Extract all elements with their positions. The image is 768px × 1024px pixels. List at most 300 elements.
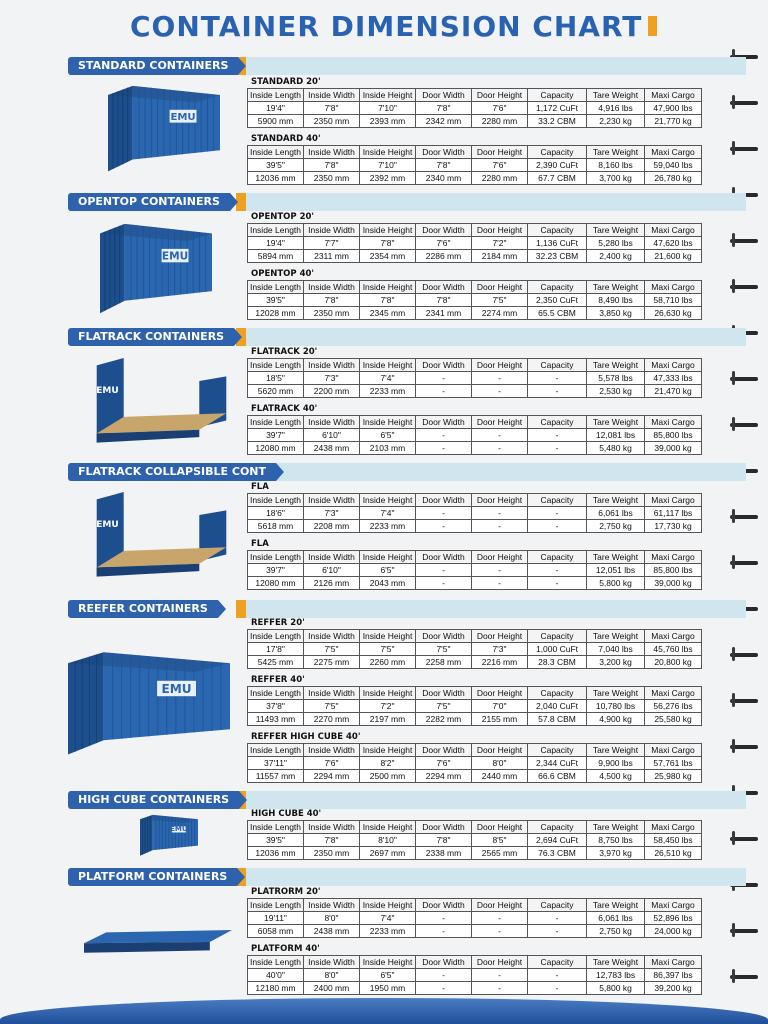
table-title: STANDARD 20' <box>251 77 321 87</box>
table-cell: 7'6" <box>304 757 360 770</box>
table-cell: 1,136 CuFt <box>528 237 587 250</box>
binding-ring <box>730 512 760 522</box>
table-cell: - <box>416 969 472 982</box>
table-title: REFFER 20' <box>251 618 305 628</box>
table-cell: 12036 mm <box>248 172 304 185</box>
column-header: Inside Length <box>248 744 304 757</box>
table-cell: 5425 mm <box>248 656 304 669</box>
table-row <box>248 700 702 713</box>
column-header: Door Width <box>416 146 472 159</box>
column-header: Maxi Cargo <box>645 687 702 700</box>
column-header: Inside Length <box>248 89 304 102</box>
table-cell: 2393 mm <box>360 115 416 128</box>
column-header: Door Height <box>472 224 528 237</box>
svg-text:EMU: EMU <box>161 681 192 696</box>
table-cell: 21,470 kg <box>645 385 702 398</box>
table-cell: 5,480 kg <box>587 442 645 455</box>
table-cell: 5894 mm <box>248 250 304 263</box>
table-cell: 7'5" <box>472 294 528 307</box>
column-header: Tare Weight <box>587 551 645 564</box>
table-title: REFFER HIGH CUBE 40' <box>251 732 361 742</box>
column-header: Capacity <box>528 687 587 700</box>
column-header: Tare Weight <box>587 89 645 102</box>
dimension-table <box>247 886 701 938</box>
column-header: Inside Width <box>304 687 360 700</box>
column-header: Tare Weight <box>587 224 645 237</box>
column-header: Capacity <box>528 281 587 294</box>
table-cell: - <box>528 925 587 938</box>
table-cell: 25,980 kg <box>645 770 702 783</box>
table-row <box>248 507 702 520</box>
table-row <box>248 237 702 250</box>
column-header: Inside Height <box>360 281 416 294</box>
table-cell: 3,200 kg <box>587 656 645 669</box>
table-cell: 2,400 kg <box>587 250 645 263</box>
table-cell: - <box>472 507 528 520</box>
table-cell: 5618 mm <box>248 520 304 533</box>
table-row <box>248 385 702 398</box>
column-header: Door Height <box>472 630 528 643</box>
column-header: Door Height <box>472 494 528 507</box>
column-header: Maxi Cargo <box>645 821 702 834</box>
column-header: Door Height <box>472 416 528 429</box>
table-cell: 2,230 kg <box>587 115 645 128</box>
table-cell: 7'8" <box>416 102 472 115</box>
table-cell: 8,490 lbs <box>587 294 645 307</box>
title-accent-mark <box>648 16 657 36</box>
table-title: FLATRACK 40' <box>251 404 318 414</box>
table-cell: 2282 mm <box>416 713 472 726</box>
binding-ring <box>730 282 760 292</box>
table-cell: 7'4" <box>360 507 416 520</box>
table-cell: 58,710 lbs <box>645 294 702 307</box>
table-row <box>248 294 702 307</box>
table-cell: 2,344 CuFt <box>528 757 587 770</box>
table-cell: 4,900 kg <box>587 713 645 726</box>
table-cell: 85,800 lbs <box>645 429 702 442</box>
table-cell: 59,040 lbs <box>645 159 702 172</box>
table-cell: 2274 mm <box>472 307 528 320</box>
column-header: Door Width <box>416 224 472 237</box>
table-cell: 3,700 kg <box>587 172 645 185</box>
table-cell: 1950 mm <box>360 982 416 995</box>
table-cell: - <box>528 385 587 398</box>
svg-text:EMU: EMU <box>170 111 196 123</box>
column-header: Inside Width <box>304 359 360 372</box>
table-cell: 17'8" <box>248 643 304 656</box>
column-header: Door Width <box>416 956 472 969</box>
column-header: Tare Weight <box>587 687 645 700</box>
table-cell: - <box>416 564 472 577</box>
table-cell: 2311 mm <box>304 250 360 263</box>
column-header: Door Width <box>416 821 472 834</box>
table-cell: 17,730 kg <box>645 520 702 533</box>
column-header: Door Height <box>472 551 528 564</box>
section-label-reefer-containers: REEFER CONTAINERS <box>68 600 218 618</box>
column-header: Inside Height <box>360 956 416 969</box>
table-cell: 39'5" <box>248 834 304 847</box>
table-row <box>248 847 702 860</box>
table-cell: - <box>472 912 528 925</box>
column-header: Inside Length <box>248 821 304 834</box>
table-cell: 7'8" <box>304 159 360 172</box>
table-cell: 39'5" <box>248 159 304 172</box>
column-header: Inside Width <box>304 146 360 159</box>
table-cell: 5900 mm <box>248 115 304 128</box>
column-header: Inside Height <box>360 494 416 507</box>
column-header: Tare Weight <box>587 359 645 372</box>
svg-text:EMU: EMU <box>161 250 189 263</box>
table-cell: 7'6" <box>472 159 528 172</box>
table-row <box>248 372 702 385</box>
table-cell: 76.3 CBM <box>528 847 587 860</box>
table-cell: 2438 mm <box>304 442 360 455</box>
table-cell: 6,061 lbs <box>587 912 645 925</box>
table-cell: 6'5" <box>360 969 416 982</box>
table-cell: - <box>528 507 587 520</box>
table-cell: 67.7 CBM <box>528 172 587 185</box>
table-cell: 2342 mm <box>416 115 472 128</box>
table-cell: 7'5" <box>416 643 472 656</box>
binding-ring <box>730 558 760 568</box>
table-cell: 7'8" <box>304 294 360 307</box>
table-cell: - <box>416 577 472 590</box>
column-header: Tare Weight <box>587 744 645 757</box>
table-cell: 12036 mm <box>248 847 304 860</box>
table-title: FLATRACK 20' <box>251 347 318 357</box>
column-header: Inside Length <box>248 416 304 429</box>
table-cell: 8'10" <box>360 834 416 847</box>
table-header-row <box>248 744 702 757</box>
table-cell: 7'8" <box>304 102 360 115</box>
column-header: Door Height <box>472 146 528 159</box>
table-cell: 5,578 lbs <box>587 372 645 385</box>
table-cell: 2,040 CuFt <box>528 700 587 713</box>
column-header: Maxi Cargo <box>645 224 702 237</box>
section-accent <box>236 600 246 618</box>
table-cell: 65.5 CBM <box>528 307 587 320</box>
binding-ring <box>730 926 760 936</box>
table-cell: - <box>416 385 472 398</box>
table-row <box>248 643 702 656</box>
table-header-row <box>248 687 702 700</box>
table-cell: - <box>528 969 587 982</box>
table-cell: 24,000 kg <box>645 925 702 938</box>
table-header-row <box>248 551 702 564</box>
table-cell: 9,900 lbs <box>587 757 645 770</box>
table-cell: 2,390 CuFt <box>528 159 587 172</box>
table-cell: 20,800 kg <box>645 656 702 669</box>
dimension-table <box>247 808 701 860</box>
table-cell: 6058 mm <box>248 925 304 938</box>
table-cell: 7'5" <box>304 700 360 713</box>
table-cell: - <box>528 429 587 442</box>
binding-ring <box>730 236 760 246</box>
column-header: Maxi Cargo <box>645 89 702 102</box>
column-header: Inside Width <box>304 956 360 969</box>
table-cell: 7'8" <box>360 237 416 250</box>
svg-text:EMU: EMU <box>96 519 119 530</box>
table-cell: 1,000 CuFt <box>528 643 587 656</box>
table-cell: 11493 mm <box>248 713 304 726</box>
table-cell: 7'6" <box>472 102 528 115</box>
table-cell: - <box>416 925 472 938</box>
table-cell: 10,780 lbs <box>587 700 645 713</box>
dimension-table <box>247 133 701 185</box>
table-cell: 4,500 kg <box>587 770 645 783</box>
table-cell: 86,397 lbs <box>645 969 702 982</box>
dimension-table <box>247 76 701 128</box>
column-header: Inside Height <box>360 224 416 237</box>
table-cell: 1,172 CuFt <box>528 102 587 115</box>
table-cell: 7'6" <box>416 237 472 250</box>
table-cell: - <box>416 912 472 925</box>
column-header: Inside Length <box>248 956 304 969</box>
table-cell: 2350 mm <box>304 307 360 320</box>
flatrack-collapsible-image <box>94 492 229 589</box>
table-cell: - <box>416 372 472 385</box>
table-header-row <box>248 224 702 237</box>
table-cell: - <box>528 564 587 577</box>
table-cell: - <box>472 520 528 533</box>
table-cell: 5620 mm <box>248 385 304 398</box>
column-header: Inside Height <box>360 359 416 372</box>
dimension-table <box>247 211 701 263</box>
table-cell: - <box>416 507 472 520</box>
footer-wave <box>0 998 768 1024</box>
table-cell: 2,530 kg <box>587 385 645 398</box>
table-cell: 56,276 lbs <box>645 700 702 713</box>
section-header-bar <box>246 600 746 618</box>
table-cell: 2043 mm <box>360 577 416 590</box>
dimension-table <box>247 617 701 669</box>
table-cell: 8'2" <box>360 757 416 770</box>
highcube-container-image <box>140 814 198 863</box>
binding-ring <box>730 972 760 982</box>
column-header: Inside Length <box>248 630 304 643</box>
table-row <box>248 912 702 925</box>
binding-ring <box>730 98 760 108</box>
table-cell: 2200 mm <box>304 385 360 398</box>
table-cell: 2697 mm <box>360 847 416 860</box>
table-cell: - <box>472 372 528 385</box>
table-cell: 2233 mm <box>360 385 416 398</box>
table-cell: 2280 mm <box>472 115 528 128</box>
table-cell: 11557 mm <box>248 770 304 783</box>
table-cell: 58,450 lbs <box>645 834 702 847</box>
table-cell: 19'11" <box>248 912 304 925</box>
table-cell: 3,970 kg <box>587 847 645 860</box>
column-header: Maxi Cargo <box>645 899 702 912</box>
table-cell: 2216 mm <box>472 656 528 669</box>
table-cell: 2208 mm <box>304 520 360 533</box>
table-title: HIGH CUBE 40' <box>251 809 322 819</box>
table-cell: 2260 mm <box>360 656 416 669</box>
table-cell: 6,061 lbs <box>587 507 645 520</box>
table-cell: 5,800 kg <box>587 982 645 995</box>
table-cell: 8'0" <box>304 912 360 925</box>
table-cell: - <box>416 520 472 533</box>
opentop-container-image <box>100 222 212 323</box>
table-cell: 5,280 lbs <box>587 237 645 250</box>
column-header: Inside Length <box>248 551 304 564</box>
table-cell: 7'5" <box>416 700 472 713</box>
table-cell: 2400 mm <box>304 982 360 995</box>
table-cell: 12028 mm <box>248 307 304 320</box>
table-cell: 57.8 CBM <box>528 713 587 726</box>
table-row <box>248 564 702 577</box>
table-cell: 7'8" <box>416 294 472 307</box>
standard-container-image <box>108 84 220 181</box>
table-cell: 19'4" <box>248 102 304 115</box>
column-header: Maxi Cargo <box>645 146 702 159</box>
table-title: OPENTOP 20' <box>251 212 315 222</box>
table-cell: 2258 mm <box>416 656 472 669</box>
table-cell: 2438 mm <box>304 925 360 938</box>
column-header: Inside Length <box>248 687 304 700</box>
table-cell: 2,750 kg <box>587 520 645 533</box>
platform-container-image <box>84 930 232 959</box>
table-cell: 6'5" <box>360 564 416 577</box>
table-cell: - <box>528 912 587 925</box>
table-cell: 7'8" <box>416 159 472 172</box>
dimension-table <box>247 403 701 455</box>
table-cell: 7'8" <box>360 294 416 307</box>
table-cell: - <box>472 982 528 995</box>
table-cell: - <box>472 385 528 398</box>
section-header-bar <box>246 328 746 346</box>
table-header-row <box>248 146 702 159</box>
table-cell: 39'7" <box>248 564 304 577</box>
column-header: Capacity <box>528 359 587 372</box>
table-cell: - <box>416 429 472 442</box>
table-cell: 7'3" <box>472 643 528 656</box>
table-cell: 7'6" <box>416 757 472 770</box>
table-header-row <box>248 494 702 507</box>
column-header: Door Width <box>416 494 472 507</box>
table-cell: 52,896 lbs <box>645 912 702 925</box>
table-cell: 2350 mm <box>304 847 360 860</box>
table-cell: 18'5" <box>248 372 304 385</box>
table-cell: 7'8" <box>416 834 472 847</box>
table-cell: - <box>528 372 587 385</box>
table-cell: 2294 mm <box>416 770 472 783</box>
column-header: Tare Weight <box>587 494 645 507</box>
page-title: CONTAINER DIMENSION CHART <box>130 10 643 43</box>
table-cell: - <box>472 969 528 982</box>
table-cell: - <box>528 442 587 455</box>
table-cell: 7'5" <box>304 643 360 656</box>
table-cell: 39,200 kg <box>645 982 702 995</box>
column-header: Tare Weight <box>587 821 645 834</box>
column-header: Door Height <box>472 821 528 834</box>
table-cell: 2103 mm <box>360 442 416 455</box>
table-header-row <box>248 630 702 643</box>
table-cell: 33.2 CBM <box>528 115 587 128</box>
table-cell: 4,916 lbs <box>587 102 645 115</box>
table-cell: 12,081 lbs <box>587 429 645 442</box>
dimension-table <box>247 943 701 995</box>
section-label-platform-containers: PLATFORM CONTAINERS <box>68 868 237 886</box>
column-header: Capacity <box>528 899 587 912</box>
table-header-row <box>248 416 702 429</box>
column-header: Maxi Cargo <box>645 494 702 507</box>
table-row <box>248 172 702 185</box>
table-title: PLATFORM 40' <box>251 944 320 954</box>
column-header: Door Height <box>472 89 528 102</box>
table-cell: - <box>416 442 472 455</box>
column-header: Door Height <box>472 281 528 294</box>
column-header: Door Height <box>472 687 528 700</box>
column-header: Maxi Cargo <box>645 630 702 643</box>
section-header-bar <box>246 193 746 211</box>
table-cell: 7'7" <box>304 237 360 250</box>
spiral-binding <box>730 40 760 1010</box>
table-cell: 7'10" <box>360 102 416 115</box>
table-cell: 32.23 CBM <box>528 250 587 263</box>
table-cell: 26,510 kg <box>645 847 702 860</box>
column-header: Inside Height <box>360 551 416 564</box>
table-cell: 2392 mm <box>360 172 416 185</box>
table-cell: 2440 mm <box>472 770 528 783</box>
table-cell: 2350 mm <box>304 115 360 128</box>
table-row <box>248 442 702 455</box>
column-header: Inside Width <box>304 821 360 834</box>
table-row <box>248 925 702 938</box>
table-row <box>248 115 702 128</box>
table-row <box>248 982 702 995</box>
section-label-flatrack-containers: FLATRACK CONTAINERS <box>68 328 234 346</box>
table-cell: 6'10" <box>304 564 360 577</box>
binding-ring <box>730 650 760 660</box>
table-cell: 2270 mm <box>304 713 360 726</box>
column-header: Inside Width <box>304 899 360 912</box>
table-cell: 2345 mm <box>360 307 416 320</box>
column-header: Inside Width <box>304 281 360 294</box>
table-cell: 2338 mm <box>416 847 472 860</box>
section-header-bar <box>246 868 746 886</box>
column-header: Capacity <box>528 224 587 237</box>
table-cell: 26,780 kg <box>645 172 702 185</box>
column-header: Inside Width <box>304 416 360 429</box>
column-header: Inside Height <box>360 744 416 757</box>
table-cell: - <box>472 442 528 455</box>
table-cell: 5,800 kg <box>587 577 645 590</box>
table-cell: 2350 mm <box>304 172 360 185</box>
table-cell: 2286 mm <box>416 250 472 263</box>
column-header: Capacity <box>528 744 587 757</box>
table-cell: 8,750 lbs <box>587 834 645 847</box>
table-row <box>248 102 702 115</box>
column-header: Door Width <box>416 416 472 429</box>
column-header: Tare Weight <box>587 146 645 159</box>
table-row <box>248 969 702 982</box>
column-header: Door Width <box>416 359 472 372</box>
dimension-table <box>247 538 701 590</box>
column-header: Door Height <box>472 956 528 969</box>
table-cell: 21,600 kg <box>645 250 702 263</box>
table-cell: 2354 mm <box>360 250 416 263</box>
table-cell: 2,694 CuFt <box>528 834 587 847</box>
table-row <box>248 770 702 783</box>
table-cell: 37'11" <box>248 757 304 770</box>
table-cell: 40'0" <box>248 969 304 982</box>
column-header: Tare Weight <box>587 956 645 969</box>
column-header: Maxi Cargo <box>645 281 702 294</box>
table-cell: 8,160 lbs <box>587 159 645 172</box>
column-header: Door Width <box>416 744 472 757</box>
column-header: Door Width <box>416 89 472 102</box>
